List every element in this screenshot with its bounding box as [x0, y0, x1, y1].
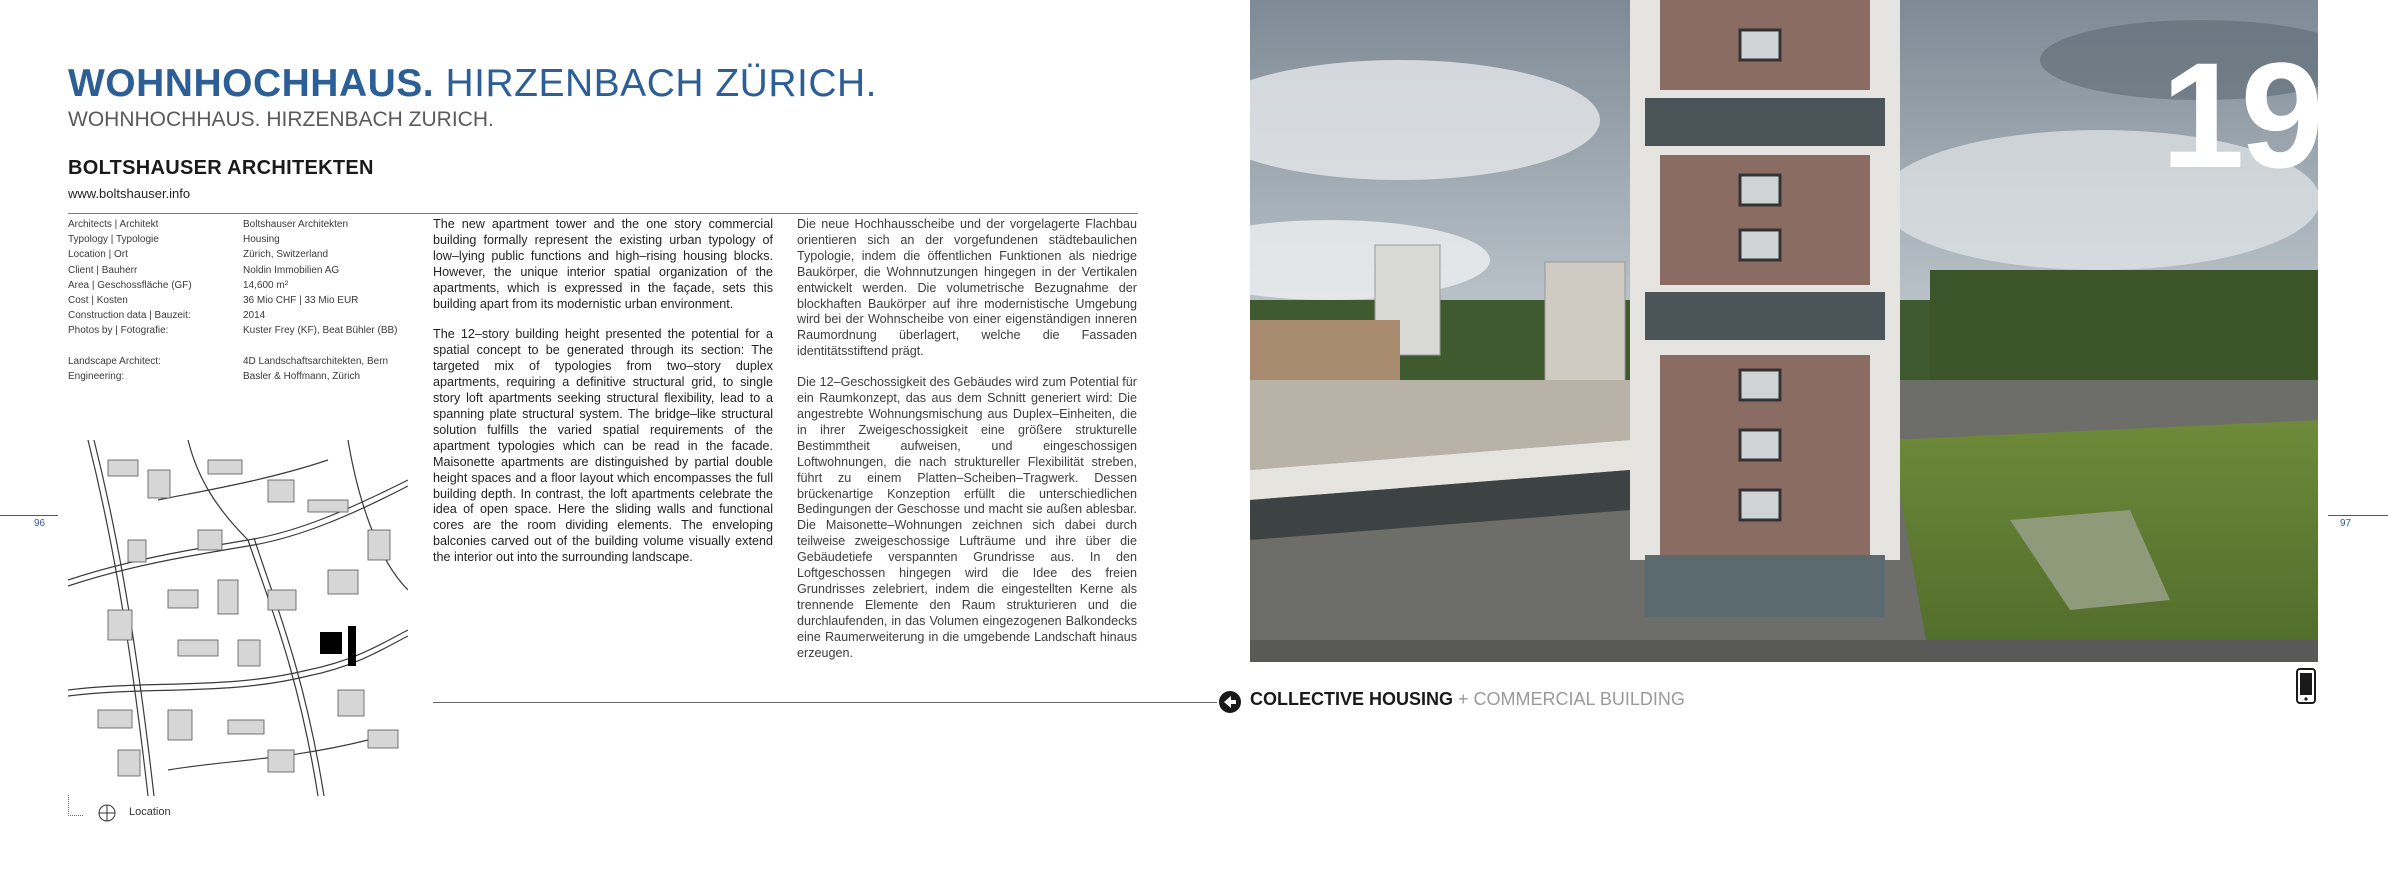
category-label [1250, 689, 1685, 710]
project-number: 19 [2161, 31, 2320, 199]
legend-marker [68, 795, 83, 816]
legend-label: Location [129, 806, 171, 818]
fact-label: Construction data | Bauzeit: [68, 310, 191, 322]
fact-row [68, 263, 408, 278]
paragraph: The new apartment tower and the one story commercial building formally represent the existing urban typology of low–lying public functions and high–rising housing blocks. However, the unique interior spatial organization of the apartments, which is expressed in the façade, sets this building apart from its modernistic urban environment. [433, 217, 773, 311]
fact-row [68, 369, 408, 384]
project-facts-table [68, 217, 408, 384]
fact-row [68, 232, 408, 247]
smartphone-icon [2296, 668, 2316, 704]
page-number-rule [0, 515, 58, 516]
architect-website-link[interactable]: www.boltshauser.info [68, 186, 191, 201]
fact-value: Boltshauser Architekten [243, 219, 349, 230]
page-title [68, 62, 877, 106]
fact-value: Basler & Hoffmann, Zürich [243, 370, 361, 382]
category-main: COLLECTIVE HOUSING [1250, 689, 1454, 709]
german-text-column [797, 217, 1137, 676]
fact-value: Zürich, Switzerland [243, 249, 329, 261]
page-number-right [2328, 515, 2388, 529]
back-arrow-icon[interactable] [1218, 690, 1242, 714]
fact-label: Typology | Typologie [68, 234, 159, 246]
title-main: WOHNHOCHHAUS. [68, 62, 435, 105]
fact-value: Noldin Immobilien AG [243, 264, 340, 276]
fact-row [68, 247, 408, 262]
category-secondary: + COMMERCIAL BUILDING [1458, 689, 1685, 709]
site-plan-map [68, 440, 408, 796]
fact-label: Photos by | Fotografie: [68, 325, 169, 337]
fact-row [68, 354, 408, 369]
fact-row [68, 293, 408, 308]
paragraph: Die 12–Geschossigkeit des Gebäudes wird zum Potential für ein Raumkonzept, das aus dem Schnitt generiert wird: Die angestrebte Wohnungsmischung aus Duplex–Einheiten, die in ihrer Zweigeschossigkeit eine größere strukturelle Bestimmtheit aufweisen, und eingeschossigen Loftwohnungen, die nach struktureller Flexibilität streben, führt zu einem Platten–Scheiben–Tragwerk. Dessen brückenartige Konzeption erfüllt die unterschiedlichen Bedingungen der Geschosse und macht sie außen ablesbar. Die Maisonette–Wohnungen zeichnen sich dabei durch teilweise zweigeschossige Lufträume und ihre über die Gebäudetiefe verspannten Grundrisse aus. In den Loftgeschossen hingegen wird die Idee des freien Grundrisses zelebriert, indem die eingestellten Kerne als trennende Elemente den Raum strukturieren und die durchlaufenden, in das Volumen eingezogenen Balkondecks eine Raumerweiterung in die umgebende Landschaft hinaus erzeugen. [797, 375, 1137, 660]
fact-label: Landscape Architect: [68, 355, 161, 367]
fact-value: 4D Landschaftsarchitekten, Bern [243, 355, 389, 367]
english-text-column [433, 217, 773, 581]
paragraph: Die neue Hochhausscheibe und der vorgelagerte Flachbau orientieren sich an der vorgefundenen städtebaulichen Typologie, indem die öffentlichen Funktionen als niedrige Baukörper, die Wohnnutzungen hingegen in der Vertikalen entwickelt werden. Die volumetrische Bezugnahme der blockhaften Baukörper auf ihre modernistische Umgebung wird bei der Wohnscheibe von einer eigenständigen inneren Raumordnung überlagert, welche die Fassaden identitätsstiftend prägt. [797, 217, 1137, 359]
fact-row [68, 217, 408, 232]
north-arrow-icon [98, 804, 116, 822]
page-number-rule [2328, 515, 2388, 516]
fact-label: Architects | Architekt [68, 219, 159, 230]
page-subtitle: WOHNHOCHHAUS. HIRZENBACH ZURICH. [68, 108, 494, 131]
fact-row [68, 308, 408, 323]
fact-value: Kuster Frey (KF), Beat Bühler (BB) [243, 325, 398, 337]
fact-value: 36 Mio CHF | 33 Mio EUR [243, 294, 359, 306]
fact-row [68, 278, 408, 293]
header-divider [68, 213, 1138, 214]
page-number-text: 96 [34, 518, 46, 529]
fact-value: 2014 [243, 310, 266, 322]
page-number-text: 97 [2340, 518, 2352, 529]
fact-value: Housing [243, 234, 280, 246]
fact-label: Area | Geschossfläche (GF) [68, 279, 192, 291]
paragraph: The 12–story building height presented the potential for a spatial concept to be generated through its section: The targeted mix of typologies from two–story duplex apartments, requiring a definitive structural grid, to single story loft apartments seeking structural flexibility, lead to a spanning plate structural system. The bridge–like structural solution fulfills the varied spatial requirements of the apartment typologies which can be read in the facade. Maisonette apartments are distinguished by partial double height spaces and a floor layout which encompasses the full building depth. In contrast, the loft apartments celebrate the idea of open space. Here the sliding walls and functional cores are the room dividing elements. The enveloping balconies carved out of the building volume visually extend the interior out into the surrounding landscape. [433, 327, 773, 565]
fact-label: Cost | Kosten [68, 294, 128, 306]
fact-row [68, 323, 408, 338]
fact-label: Location | Ort [68, 249, 128, 261]
page-number-left [0, 515, 58, 529]
category-divider [433, 702, 1217, 703]
fact-value: 14,600 m² [243, 279, 289, 291]
architect-name: BOLTSHAUSER ARCHITEKTEN [68, 157, 374, 179]
title-location: HIRZENBACH ZÜRICH. [445, 62, 878, 105]
fact-label: Client | Bauherr [68, 264, 138, 276]
fact-spacer [68, 339, 408, 354]
fact-label: Engineering: [68, 370, 125, 382]
